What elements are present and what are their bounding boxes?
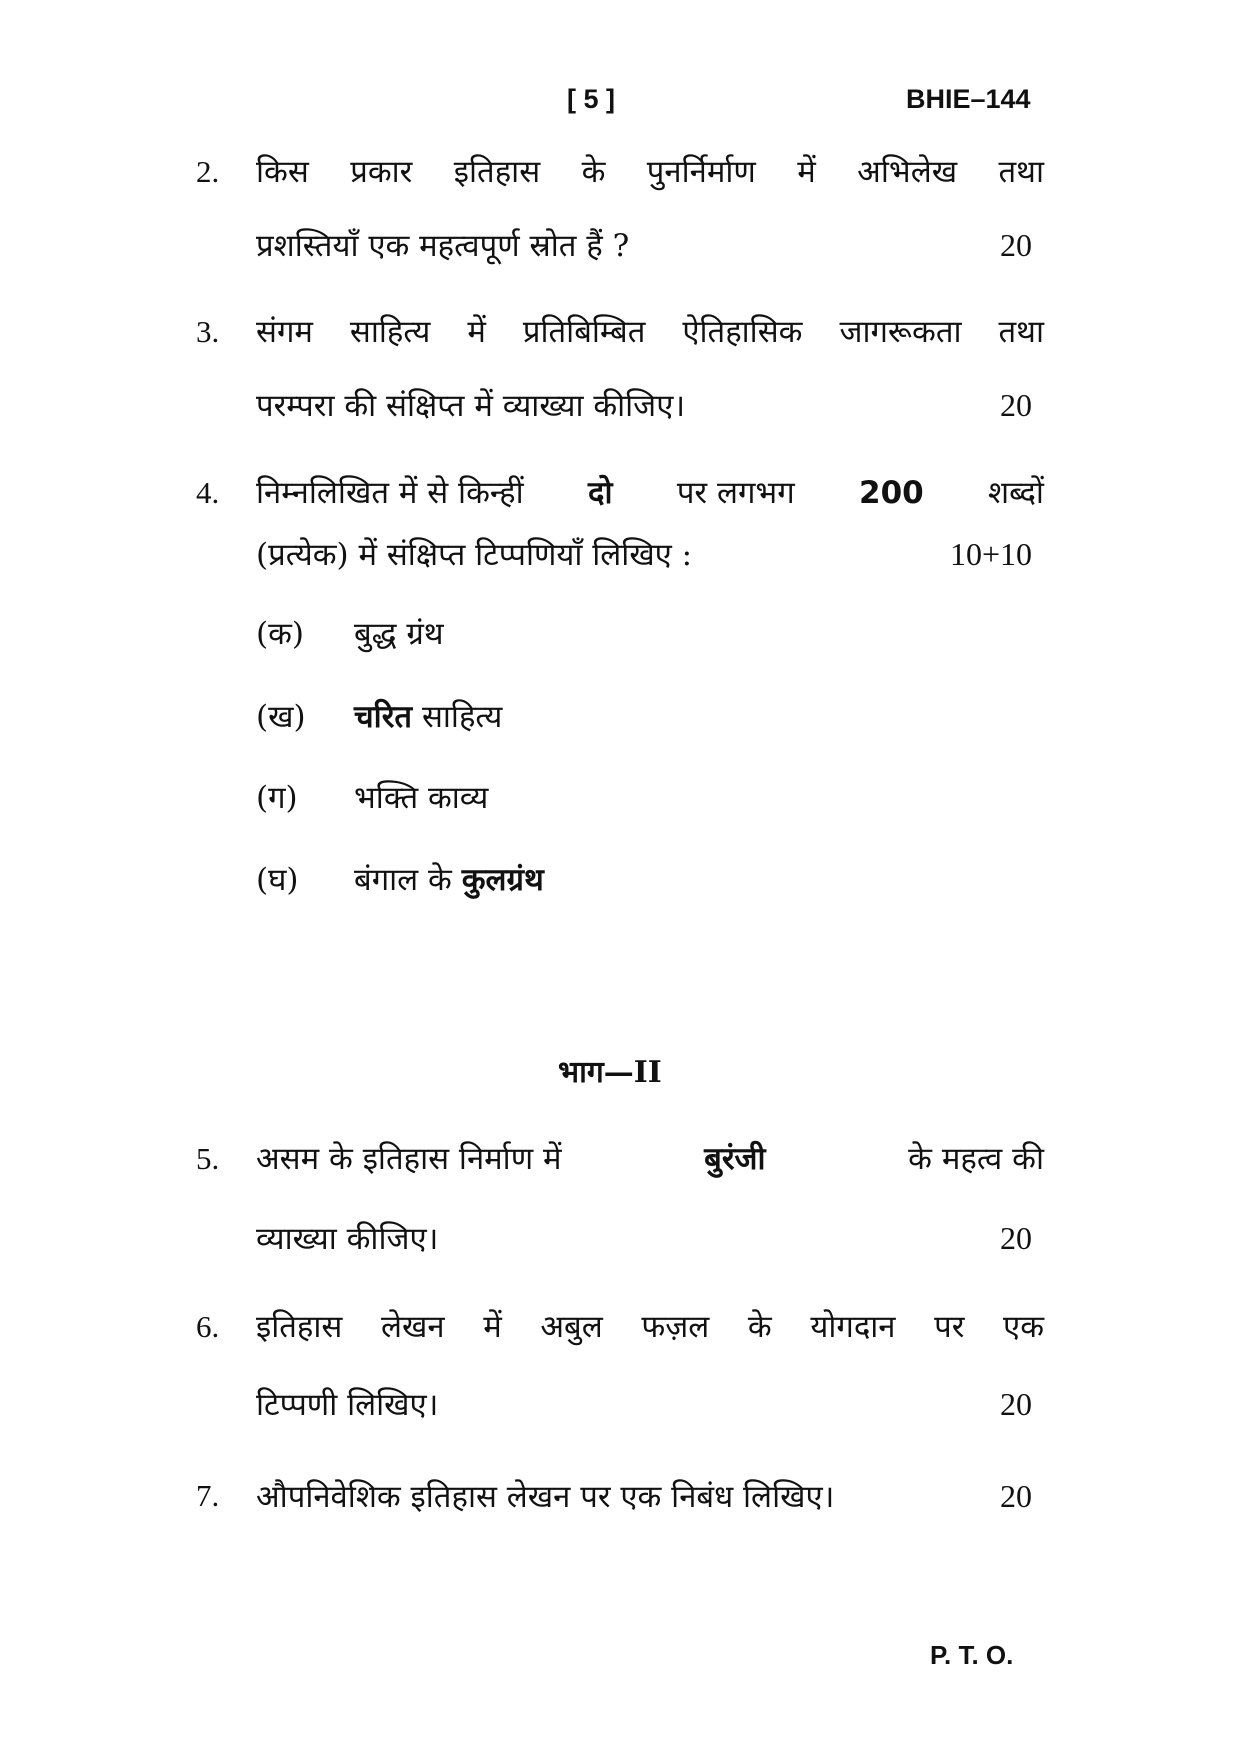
question-4-marks: 10+10: [949, 536, 1032, 572]
paper-code: BHIE–144: [906, 84, 1031, 114]
question-3-line-2: [256, 385, 1032, 426]
question-4-text-a: निम्नलिखित में से किन्हीं: [256, 475, 524, 511]
question-3-number: 3.: [196, 314, 220, 349]
section-title: भाग—II: [558, 1055, 662, 1090]
question-5-number: 5.: [196, 1141, 220, 1176]
subpart-ka: [256, 614, 444, 654]
question-5-emphasis-buranji: बुरंजी: [704, 1141, 766, 1177]
question-2-marks: 20: [1000, 227, 1032, 263]
question-2-line-1: किस प्रकार इतिहास के पुनर्निर्माण में अभिलेख तथा: [256, 154, 1044, 190]
question-6-line-2: [256, 1384, 1032, 1425]
subpart-kha-label: (ख): [256, 699, 306, 735]
question-2-text: प्रशस्तियाँ एक महत्वपूर्ण स्रोत हैं ?: [256, 228, 630, 264]
subpart-gha-bold: कुलग्रंथ: [461, 862, 544, 898]
question-4-text-b: पर लगभग: [676, 475, 795, 511]
question-7-text: औपनिवेशिक इतिहास लेखन पर एक निबंध लिखिए।: [256, 1479, 835, 1515]
question-4-instruction: (प्रत्येक) में संक्षिप्त टिप्पणियाँ लिखिए :: [256, 537, 693, 573]
subpart-kha-text: साहित्य: [421, 699, 503, 735]
subpart-kha-bold: चरित: [354, 699, 413, 735]
question-4-emphasis-do: दो: [587, 475, 613, 511]
question-4-word-count: 200: [859, 475, 924, 511]
question-5-line-1: [256, 1139, 1044, 1179]
question-3-line-1: संगम साहित्य में प्रतिबिम्बित ऐतिहासिक जागरूकता तथा: [256, 314, 1044, 350]
subpart-gha: [256, 860, 544, 900]
subpart-ga: [256, 778, 488, 818]
question-4-number: 4.: [196, 475, 220, 510]
page-number: [ 5 ]: [567, 84, 616, 114]
question-5-line-2: [256, 1218, 1032, 1259]
question-6-text: टिप्पणी लिखिए।: [256, 1387, 439, 1423]
question-4-line-1: [256, 473, 1044, 513]
question-3-text: परम्परा की संक्षिप्त में व्याख्या कीजिए।: [256, 388, 686, 424]
page-turn-over: P. T. O.: [930, 1640, 1014, 1670]
question-5-marks: 20: [1000, 1220, 1032, 1256]
question-6-marks: 20: [1000, 1386, 1032, 1422]
question-7-marks: 20: [1000, 1478, 1032, 1514]
subpart-kha: [256, 697, 502, 737]
question-2-line-2: [256, 225, 1032, 266]
question-6-line-1: इतिहास लेखन में अबुल फज़ल के योगदान पर एक: [256, 1309, 1044, 1345]
subpart-gha-text: बंगाल के: [354, 862, 452, 898]
subpart-ga-label: (ग): [256, 780, 298, 816]
question-4-line-2: [256, 534, 1032, 575]
subpart-gha-label: (घ): [256, 862, 299, 898]
question-4-text-c: शब्दों: [988, 475, 1044, 511]
subpart-ka-text: बुद्ध ग्रंथ: [354, 616, 444, 652]
question-7-number: 7.: [196, 1478, 220, 1513]
subpart-ga-text: भक्ति काव्य: [354, 780, 489, 816]
subpart-ka-label: (क): [256, 616, 304, 652]
question-3-marks: 20: [1000, 387, 1032, 423]
question-5-text-b: के महत्व की: [908, 1141, 1044, 1177]
question-2-number: 2.: [196, 154, 220, 189]
question-7-line-1: [256, 1476, 1032, 1517]
question-6-number: 6.: [196, 1309, 220, 1344]
question-5-text-a: असम के इतिहास निर्माण में: [256, 1141, 562, 1177]
question-5-text: व्याख्या कीजिए।: [256, 1221, 439, 1257]
